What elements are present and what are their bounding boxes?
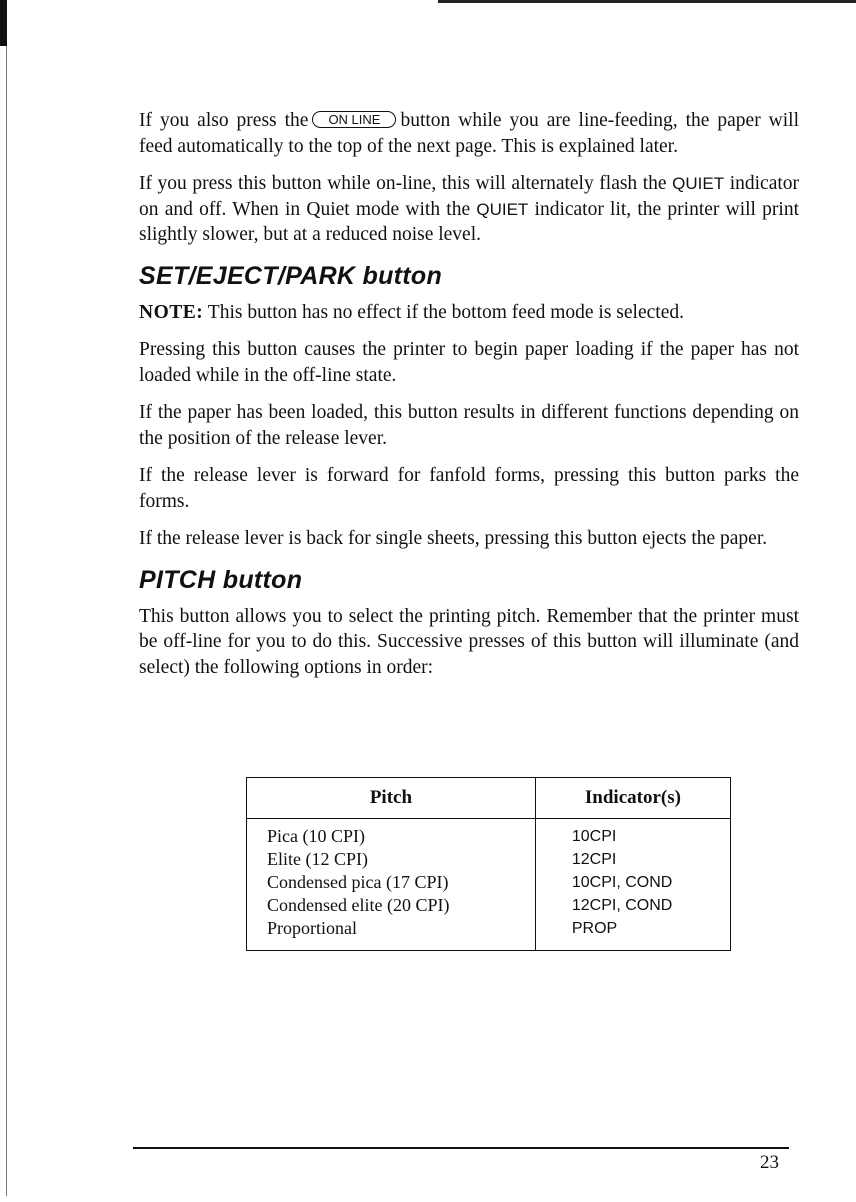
footer-rule	[133, 1147, 789, 1149]
online-button-symbol: ON LINE	[312, 111, 396, 128]
set-eject-paragraph-1: Pressing this button causes the printer to begin paper loading if the paper has not loaded while in the off-line state.	[139, 339, 799, 386]
note-label: NOTE:	[139, 301, 204, 323]
binding-edge	[6, 46, 7, 1196]
indicator-cell: PROP	[571, 920, 618, 937]
binding-mark	[0, 0, 7, 46]
indicator-cell: 10CPI, COND	[571, 874, 673, 891]
set-eject-paragraph-3: If the release lever is forward for fanfold forms, pressing this button parks the forms.	[139, 465, 799, 512]
page-content	[139, 108, 799, 692]
quiet-text-1: If you press this button while on-line, this will alternately flash the	[139, 173, 667, 194]
quiet-text-3: indicator lit, the printer will print slightly slower, but at a reduced noise level.	[139, 198, 799, 245]
quiet-text-2: indicator on and off. When in Quiet mode with the	[139, 173, 800, 220]
pitch-table	[246, 777, 731, 951]
note-paragraph	[139, 300, 799, 326]
indicator-column-header: Indicator(s)	[535, 778, 730, 819]
pitch-cell: Elite (12 CPI)	[267, 849, 368, 869]
indicator-column-cells	[535, 819, 730, 951]
pitch-column-header: Pitch	[247, 778, 536, 819]
set-eject-park-heading: SET/EJECT/PARK button	[139, 261, 443, 290]
quiet-paragraph	[139, 171, 799, 248]
indicator-cell: 12CPI, COND	[571, 897, 673, 914]
online-para-after: button while you are line-feeding, the paper will feed automatically to the top of the next page. This is explained later.	[139, 110, 799, 157]
quiet-indicator-2: QUIET	[476, 199, 529, 219]
set-eject-paragraph-4: If the release lever is back for single sheets, pressing this button ejects the paper.	[139, 528, 768, 549]
pitch-heading: PITCH button	[139, 565, 303, 594]
quiet-indicator-1: QUIET	[672, 174, 725, 193]
top-rule	[438, 0, 856, 3]
pitch-intro: This button allows you to select the printing pitch. Remember that the printer must be off-line for you to do this. Successive presses of this button will illuminate (and select) the following options in order:	[139, 605, 799, 678]
indicator-cell: 12CPI	[571, 851, 617, 868]
set-eject-paragraph-2: If the paper has been loaded, this button results in different functions depending on the position of the release lever.	[139, 402, 799, 449]
online-paragraph	[139, 108, 799, 159]
pitch-cell: Condensed pica (17 CPI)	[267, 872, 449, 892]
pitch-cell: Pica (10 CPI)	[267, 826, 365, 846]
pitch-cell: Condensed elite (20 CPI)	[267, 895, 450, 915]
pitch-table-header-row	[247, 778, 731, 819]
table-row	[247, 819, 731, 951]
indicator-cell: 10CPI	[571, 828, 617, 845]
note-text: This button has no effect if the bottom feed mode is selected.	[207, 301, 684, 323]
pitch-column-cells	[247, 819, 536, 951]
pitch-cell: Proportional	[267, 918, 357, 938]
online-para-before: If you also press the	[139, 110, 309, 131]
page-number: 23	[760, 1152, 779, 1173]
